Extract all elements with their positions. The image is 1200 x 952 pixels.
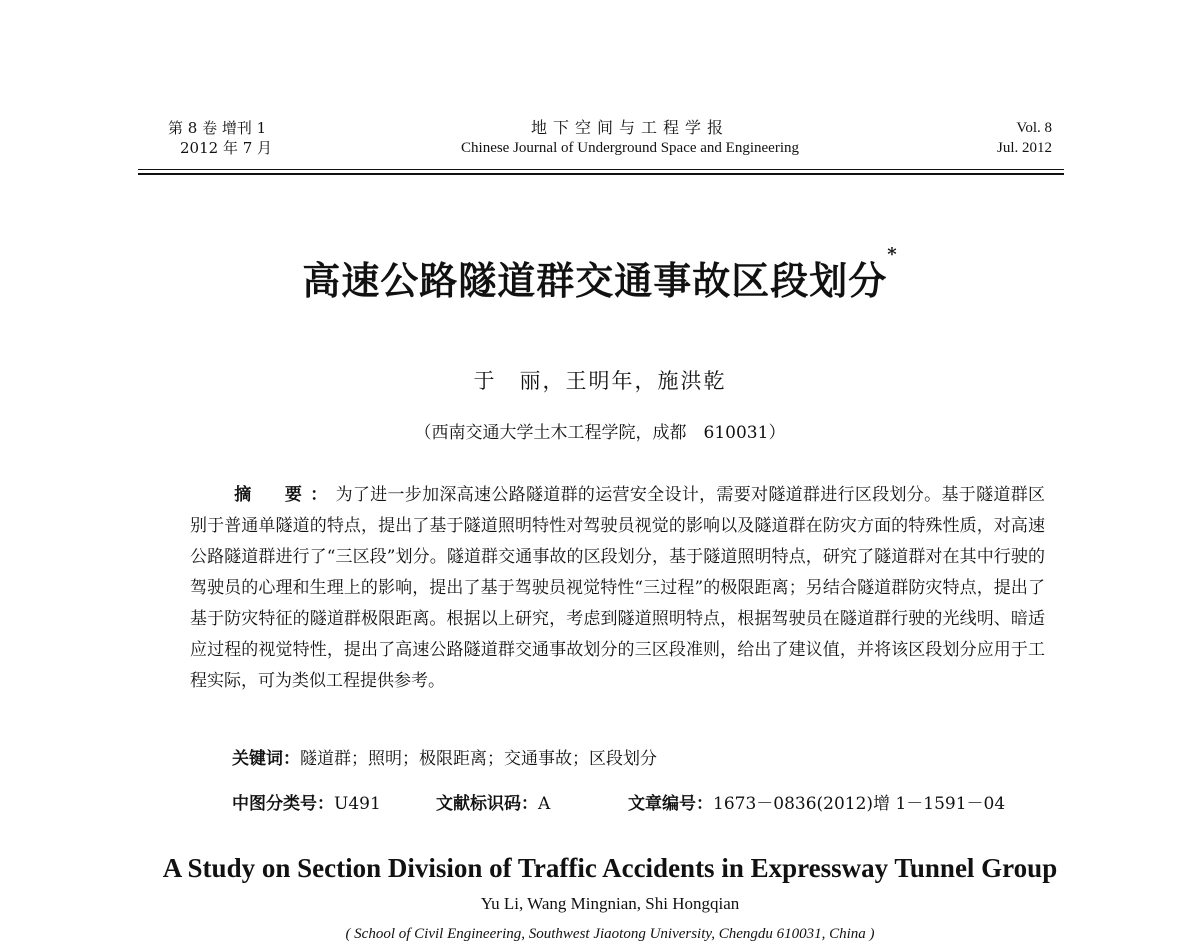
- abstract-text: 为了进一步加深高速公路隧道群的运营安全设计，需要对隧道群进行区段划分。基于隧道群区别于普通单隧道的特点，提出了基于隧道照明特性对驾驶员视觉的影响以及隧道群在防灾方面的特殊性质，对高速公路隧道群进行了“三区段”划分。隧道群交通事故的区段划分，基于隧道照明特点，研究了隧道群对在其中行驶的驾驶员的心理和生理上的影响，提出了基于驾驶员视觉特性“三过程”的极限距离；另结合隧道群防灾特点，提出了基于防灾特征的隧道群极限距离。根据以上研究，考虑到隧道照明特点，根据驾驶员在隧道群行驶的光线明、暗适应过程的视觉特性，提出了高速公路隧道群交通事故划分的三区段准则，给出了建议值，并将该区段划分应用于工程实际，可为类似工程提供参考。: [190, 485, 1046, 691]
- header-volume-line: 第 8 卷 增刊 1: [168, 119, 267, 137]
- clc-number: [232, 789, 381, 814]
- article-label: 文章编号：: [628, 794, 713, 814]
- doc-label: 文献标识码：: [436, 794, 538, 814]
- header-volume-en: [997, 118, 1052, 158]
- journal-name-en: Chinese Journal of Underground Space and Engineering: [461, 140, 799, 156]
- abstract: [190, 480, 1045, 697]
- header-journal: [400, 118, 860, 158]
- header-volume-issue: [168, 118, 272, 158]
- header-rule-thick: [138, 173, 1064, 175]
- document-code: [436, 789, 550, 814]
- affiliation-en: ( School of Civil Engineering, Southwest Jiaotong University, Chengdu 610031, China ): [345, 926, 875, 942]
- journal-name-cn: 地下空间与工程学报: [530, 118, 729, 137]
- authors-en: Yu Li, Wang Mingnian, Shi Hongqian: [480, 894, 740, 913]
- clc-label: 中图分类号：: [232, 794, 334, 814]
- header-date-line: 2012 年 7 月: [180, 139, 273, 157]
- article-number: [628, 789, 1005, 814]
- keywords-label: 关键词：: [232, 749, 300, 769]
- title-footnote-mark: *: [887, 244, 898, 265]
- keywords-text: 隧道群；照明；极限距离；交通事故；区段划分: [300, 749, 657, 769]
- authors-cn: 于 丽，王明年，施洪乾: [473, 369, 727, 393]
- header-volume: Vol. 8: [1016, 120, 1052, 136]
- keywords: [232, 744, 657, 769]
- affiliation-cn: （西南交通大学土木工程学院，成都 610031）: [414, 423, 786, 443]
- paper-title-en: A Study on Section Division of Traffic Accidents in Expressway Tunnel Group: [162, 853, 1058, 883]
- paper-title-cn: [0, 244, 1200, 305]
- header-date: Jul. 2012: [996, 140, 1052, 156]
- doc-value: A: [538, 794, 551, 814]
- article-value: 1673－0836(2012)增 1－1591－04: [713, 794, 1006, 814]
- title-text: 高速公路隧道群交通事故区段划分: [302, 258, 888, 303]
- clc-value: U491: [334, 794, 381, 814]
- abstract-label: 摘 要：: [234, 485, 336, 505]
- header-rule-thin: [138, 169, 1064, 170]
